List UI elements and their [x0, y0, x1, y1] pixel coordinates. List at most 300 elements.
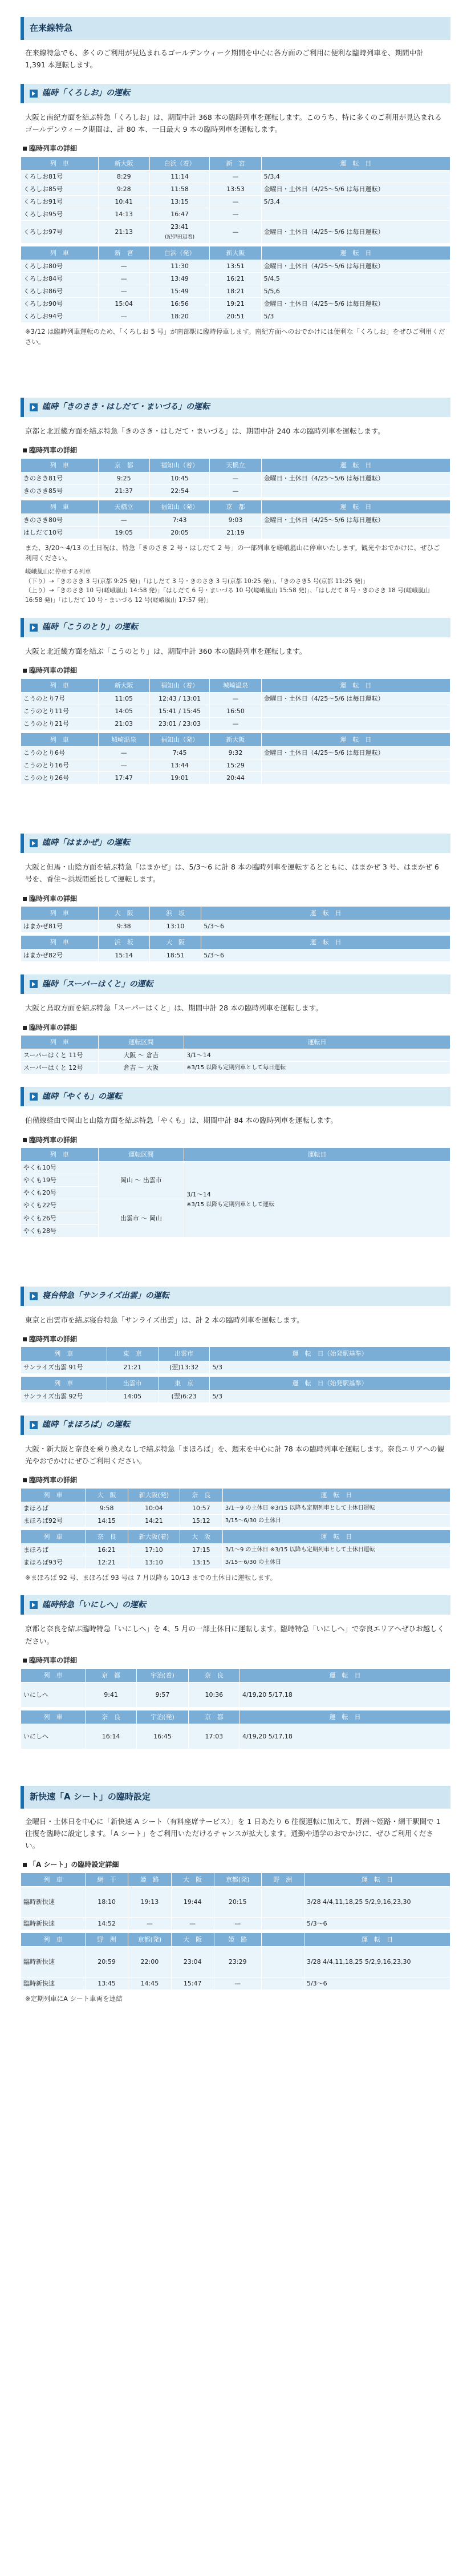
- table-cell: 23:29: [214, 1947, 261, 1978]
- table-cell: 18:21: [210, 285, 261, 297]
- table-header-cell: [261, 1933, 304, 1947]
- table-header-cell: 京都(発): [128, 1933, 171, 1947]
- table-cell: こうのとり26号: [21, 772, 99, 784]
- table-cell: —: [128, 1918, 171, 1930]
- table-cell: 11:58: [149, 183, 209, 195]
- table-header-cell: 京 都: [98, 458, 149, 472]
- table-cell: くろしお95号: [21, 208, 99, 220]
- arrow-icon: [30, 1601, 38, 1609]
- table-header-cell: 運 転 日: [240, 1710, 450, 1724]
- section-kuroshio: [21, 84, 450, 103]
- table-cell: 臨時新快速: [21, 1887, 86, 1918]
- subhead-label: 臨時列車の詳細: [29, 1656, 78, 1664]
- table-cell: 17:03: [188, 1724, 239, 1749]
- table-cell: まほろば92号: [21, 1514, 86, 1527]
- table-row: [21, 310, 450, 323]
- table-header-row: [21, 1036, 450, 1049]
- table-cell: 金曜日・土休日（4/25～5/6 は毎日運転）: [261, 692, 450, 705]
- table-header-cell: 列 車: [21, 1933, 86, 1947]
- table-cell: サンライズ出雲 92号: [21, 1390, 107, 1402]
- table-cell: 16:21: [85, 1543, 128, 1556]
- table-header-cell: 新大阪: [98, 678, 149, 692]
- table-cell: 16:21: [210, 272, 261, 285]
- subhead-label: 臨時列車の詳細: [29, 1023, 78, 1032]
- table-header-cell: 運 転 日: [261, 156, 450, 170]
- table-cell: 23:01 / 23:03: [149, 717, 209, 730]
- kuroshio-down-table: [21, 156, 450, 244]
- table-header-cell: 列 車: [21, 907, 99, 920]
- table-cell: [261, 705, 450, 717]
- yakumo-table: [21, 1147, 450, 1237]
- table-header-cell: 福知山（着）: [149, 458, 209, 472]
- table-cell: 金曜日・土休日（4/25～5/6 は毎日運転）: [261, 472, 450, 484]
- table-row: [21, 170, 450, 183]
- table-cell: —: [210, 472, 261, 484]
- table-cell: 9:38: [98, 920, 149, 933]
- table-cell: まほろば: [21, 1543, 86, 1556]
- bullet-square-icon: [23, 897, 27, 901]
- subhead: [23, 1334, 450, 1345]
- table-header-row: [21, 246, 450, 260]
- table-cell: 9:25: [98, 472, 149, 484]
- table-row: [21, 772, 450, 784]
- table-cell: 3/15～6/30 の土休日: [222, 1514, 450, 1527]
- table-cell: 5/3,4: [261, 195, 450, 208]
- table-cell: 13:51: [210, 260, 261, 272]
- kuroshio-up-table: [21, 246, 450, 323]
- table-cell: 14:21: [128, 1514, 180, 1527]
- table-cell: 17:47: [98, 772, 149, 784]
- table-cell: 9:41: [85, 1682, 136, 1707]
- table-row: [21, 1947, 450, 1978]
- table-row: [21, 747, 450, 759]
- table-cell: スーパーはくと 11号: [21, 1049, 99, 1062]
- arrow-icon: [30, 90, 38, 98]
- table-header-cell: 新大阪(着): [128, 1530, 180, 1543]
- table-header-cell: 運 転 日: [261, 733, 450, 747]
- table-header-cell: 大 阪: [171, 1873, 214, 1886]
- table-cell: スーパーはくと 12号: [21, 1062, 99, 1074]
- table-row: [21, 1918, 450, 1930]
- table-cell: 岡山 ～ 出雲市: [98, 1162, 184, 1199]
- table-header-row: [21, 1933, 450, 1947]
- table-cell: 9:28: [98, 183, 149, 195]
- subhead: [23, 1475, 450, 1486]
- table-cell: やくも28号: [21, 1224, 99, 1237]
- table-cell: 倉吉 ～ 大阪: [98, 1062, 184, 1074]
- table-cell: 7:43: [149, 513, 209, 526]
- table-cell: 金曜日・土休日（4/25～5/6 は毎日運転）: [261, 183, 450, 195]
- table-row: [21, 1049, 450, 1062]
- table-cell: 金曜日・土休日（4/25～5/6 は毎日運転）: [261, 513, 450, 526]
- table-header-cell: 運転日: [184, 1148, 450, 1162]
- section-note: ※3/12 は臨時列車運転のため、「くろしお 5 号」が南部駅に臨時停車します。南紀方面へのおでかけには便利な「くろしお」をぜひご利用ください。: [25, 327, 445, 346]
- table-header-cell: 姫 路: [128, 1873, 171, 1886]
- section-desc: 大阪と北近畿方面を結ぶ「こうのとり」は、期間中計 360 本の臨時列車を運転します。: [25, 646, 307, 656]
- table-cell: —: [98, 747, 149, 759]
- table-cell: —: [171, 1918, 214, 1930]
- table-header-cell: 奈 良: [188, 1668, 239, 1682]
- table-cell: きのさき81号: [21, 472, 99, 484]
- table-header-cell: 大 阪: [171, 1933, 214, 1947]
- table-header-cell: 京 都: [188, 1710, 239, 1724]
- table-cell: 13:45: [85, 1978, 128, 1990]
- table-cell: 臨時新快速: [21, 1978, 86, 1990]
- section-desc: 金曜日・土休日を中心に「新快速 A シート（有料座席サービス）」を 1 日あたり 6 往復運転に加えて、野洲～姫路・網干駅間で 1 往復を臨時に設定します。「A シート」をご利用いただけるチャンスが拡大します。通勤や通学のおでかけに、ぜひご利用ください。: [25, 1817, 441, 1850]
- table-cell: —: [98, 759, 149, 772]
- table-cell: くろしお86号: [21, 285, 99, 297]
- table-cell: 20:15: [214, 1887, 261, 1918]
- bullet-square-icon: [23, 669, 27, 673]
- table-header-cell: 運転区間: [98, 1036, 184, 1049]
- table-cell: 3/1～9 の土休日 ※3/15 以降も定期列車として土休日運転: [222, 1502, 450, 1514]
- table-cell: 17:10: [128, 1543, 180, 1556]
- table-cell: 22:54: [149, 484, 209, 497]
- konotori-up-table: [21, 733, 450, 784]
- main-title-band: [21, 17, 450, 40]
- table-cell: 10:57: [180, 1502, 222, 1514]
- table-row: [21, 513, 450, 526]
- subhead: [23, 445, 450, 456]
- table-cell: —: [98, 310, 149, 323]
- table-header-cell: 奈 良: [85, 1530, 128, 1543]
- section-konotori: [21, 618, 450, 637]
- table-cell: くろしお85号: [21, 183, 99, 195]
- table-cell: 16:45: [137, 1724, 188, 1749]
- table-cell: 5/3～6: [201, 920, 450, 933]
- table-header-cell: 列 車: [21, 1148, 99, 1162]
- table-row: [21, 1062, 450, 1074]
- table-cell: 13:15: [180, 1556, 222, 1568]
- table-cell: 19:21: [210, 298, 261, 310]
- table-row: [21, 195, 450, 208]
- hamakaze-down-table: [21, 906, 450, 933]
- table-cell: 3/15～6/30 の土休日: [222, 1556, 450, 1568]
- table-cell: [261, 1947, 304, 1978]
- table-cell: 10:45: [149, 472, 209, 484]
- table-cell: 10:41: [98, 195, 149, 208]
- section-title: 臨時「はまかぜ」の運転: [42, 838, 130, 848]
- table-header-cell: 列 車: [21, 936, 99, 949]
- aseat-up-table: [21, 1932, 450, 1990]
- table-cell: 5/3～6: [201, 949, 450, 962]
- table-row: [21, 705, 450, 717]
- table-header-cell: 運 転 日（始発駅基準）: [210, 1376, 450, 1390]
- bullet-square-icon: [23, 1863, 27, 1867]
- table-header-row: [21, 500, 450, 513]
- table-row: [21, 1724, 450, 1749]
- table-cell: (翌)13:32: [158, 1361, 209, 1373]
- table-cell: [261, 484, 450, 497]
- table-cell: 21:37: [98, 484, 149, 497]
- subhead-label: 臨時列車の詳細: [29, 1135, 78, 1144]
- table-header-row: [21, 1347, 450, 1361]
- table-cell: 臨時新快速: [21, 1947, 86, 1978]
- table-cell: 15:12: [180, 1514, 222, 1527]
- table-cell: 金曜日・土休日（4/25～5/6 は毎日運転）: [261, 747, 450, 759]
- table-row: [21, 949, 450, 962]
- main-title: 在来線特急: [30, 23, 73, 34]
- table-cell: きのさき80号: [21, 513, 99, 526]
- table-header-cell: 出雲市: [158, 1347, 209, 1361]
- table-header-cell: 東 京: [107, 1347, 158, 1361]
- subhead: [23, 143, 450, 154]
- table-header-cell: 野 洲: [85, 1933, 128, 1947]
- table-cell: [261, 526, 450, 539]
- table-cell: こうのとり6号: [21, 747, 99, 759]
- table-header-cell: 運転区間: [98, 1148, 184, 1162]
- table-header-cell: 福知山（発）: [149, 733, 209, 747]
- table-cell: 5/3,4: [261, 170, 450, 183]
- hamakaze-up-table: [21, 935, 450, 962]
- table-header-cell: 運 転 日: [222, 1530, 450, 1543]
- table-header-cell: 出雲市: [107, 1376, 158, 1390]
- table-header-cell: 奈 良: [85, 1710, 136, 1724]
- table-header-cell: 宇治(着): [137, 1668, 188, 1682]
- table-row: [21, 1361, 450, 1373]
- table-row: [21, 285, 450, 297]
- table-cell: 9:32: [210, 747, 261, 759]
- table-cell: [261, 717, 450, 730]
- table-header-cell: 大 阪: [180, 1530, 222, 1543]
- table-row: [21, 920, 450, 933]
- table-header-cell: 天橋立: [210, 458, 261, 472]
- table-cell: こうのとり11号: [21, 705, 99, 717]
- table-cell: まほろば93号: [21, 1556, 86, 1568]
- table-header-cell: 運 転 日: [261, 458, 450, 472]
- table-cell: 15:49: [149, 285, 209, 297]
- table-cell: 14:45: [128, 1978, 171, 1990]
- table-cell: 15:04: [98, 298, 149, 310]
- table-header-cell: 浜 坂: [149, 907, 201, 920]
- table-cell: —: [210, 717, 261, 730]
- table-cell: はしだて10号: [21, 526, 99, 539]
- table-header-row: [21, 1710, 450, 1724]
- table-cell: 5/3: [210, 1361, 450, 1373]
- table-cell: はまかぜ81号: [21, 920, 99, 933]
- table-cell: 13:15: [149, 195, 209, 208]
- table-row: [21, 1390, 450, 1402]
- aseat-down-table: [21, 1873, 450, 1930]
- table-header-cell: 運 転 日: [201, 936, 450, 949]
- section-title: 新快速「A シート」の臨時設定: [30, 1791, 151, 1802]
- table-cell: 20:59: [85, 1947, 128, 1978]
- table-header-cell: 列 車: [21, 733, 99, 747]
- table-cell: 臨時新快速: [21, 1918, 86, 1930]
- table-cell: こうのとり7号: [21, 692, 99, 705]
- table-cell: 14:13: [98, 208, 149, 220]
- table-row: [21, 472, 450, 484]
- arrow-icon: [30, 1421, 38, 1429]
- table-cell: —: [98, 513, 149, 526]
- table-cell: 16:50: [210, 705, 261, 717]
- table-cell: ※3/15 以降も定期列車として毎日運転: [184, 1062, 450, 1074]
- table-cell: やくも19号: [21, 1174, 99, 1187]
- subhead: [23, 1655, 450, 1666]
- table-cell: 4/19,20 5/17,18: [240, 1682, 450, 1707]
- table-cell: 22:00: [128, 1947, 171, 1978]
- bullet-square-icon: [23, 1659, 27, 1663]
- section-title: 臨時「やくも」の運転: [42, 1091, 122, 1101]
- table-cell: くろしお90号: [21, 298, 99, 310]
- table-header-row: [21, 936, 450, 949]
- table-cell: —: [98, 285, 149, 297]
- table-cell: やくも20号: [21, 1187, 99, 1199]
- table-cell: 21:03: [98, 717, 149, 730]
- subhead: [23, 893, 450, 904]
- table-cell: 10:36: [188, 1682, 239, 1707]
- subhead-label: 臨時列車の詳細: [29, 1334, 78, 1343]
- table-row: [21, 220, 450, 243]
- table-header-row: [21, 733, 450, 747]
- table-header-cell: 運 転 日: [261, 246, 450, 260]
- table-cell: きのさき85号: [21, 484, 99, 497]
- mahoroba-up-table: [21, 1530, 450, 1569]
- table-header-row: [21, 1873, 450, 1886]
- section-title: 臨時「くろしお」の運転: [42, 88, 130, 98]
- table-row: [21, 692, 450, 705]
- table-header-cell: 野 洲: [261, 1873, 304, 1886]
- table-cell: 15:14: [98, 949, 149, 962]
- table-cell: 21:21: [107, 1361, 158, 1373]
- table-row: [21, 1502, 450, 1514]
- table-header-row: [21, 907, 450, 920]
- table-cell: 21:13: [98, 220, 149, 243]
- intro-text: 在来線特急でも、多くのご利用が見込まれるゴールデンウィーク期間を中心に各方面のご利用に便利な臨時列車を、期間中計 1,391 本運転します。: [25, 48, 424, 70]
- table-cell: —: [210, 220, 261, 243]
- table-row: [21, 1162, 450, 1174]
- table-cell: 5/4,5: [261, 272, 450, 285]
- section-superhakuto: [21, 974, 450, 994]
- table-cell: 23:04: [171, 1947, 214, 1978]
- table-cell: —: [210, 484, 261, 497]
- table-header-row: [21, 1376, 450, 1390]
- subhead-label: 臨時列車の詳細: [29, 666, 78, 675]
- subhead: [23, 1859, 450, 1870]
- arrow-icon: [30, 403, 38, 411]
- table-cell: 5/5,6: [261, 285, 450, 297]
- arrow-icon: [30, 1292, 38, 1300]
- table-cell: 7:45: [149, 747, 209, 759]
- section-ishinohe: [21, 1595, 450, 1615]
- table-header-cell: 新大阪: [210, 733, 261, 747]
- table-cell: 14:05: [107, 1390, 158, 1402]
- sunrise-down-table: [21, 1346, 450, 1373]
- arrow-icon: [30, 839, 38, 847]
- table-header-cell: 列 車: [21, 1376, 107, 1390]
- section-note: また、3/20～4/13 の土日祝は、特急「きのさき 2 号・はしだて 2 号」の一部列車を嵯峨嵐山に停車いたします。観光やおでかけに、ぜひご利用ください。: [25, 544, 440, 563]
- table-cell: サンライズ出雲 91号: [21, 1361, 107, 1373]
- ishinohe-down-table: [21, 1668, 450, 1708]
- table-header-cell: 大 阪: [98, 907, 149, 920]
- table-row: [21, 298, 450, 310]
- arrow-icon: [30, 980, 38, 988]
- table-cell: 3/1～14 ※3/15 以降も定期列車として運転: [184, 1162, 450, 1237]
- table-cell: 3/28 4/4,11,18,25 5/2,9,16,23,30: [304, 1947, 450, 1978]
- table-header-cell: 京 都: [85, 1668, 136, 1682]
- table-header-cell: 列 車: [21, 246, 99, 260]
- table-header-row: [21, 678, 450, 692]
- table-cell: 14:15: [85, 1514, 128, 1527]
- table-cell: —: [214, 1978, 261, 1990]
- table-row: [21, 183, 450, 195]
- section-title: 臨時「スーパーはくと」の運転: [42, 979, 153, 989]
- table-header-cell: 浜 坂: [98, 936, 149, 949]
- table-cell: 金曜日・土休日（4/25～5/6 は毎日運転）: [261, 298, 450, 310]
- section-title: 臨時特急「いにしへ」の運転: [42, 1600, 146, 1610]
- table-header-cell: 列 車: [21, 1668, 86, 1682]
- table-cell: 19:13: [128, 1887, 171, 1918]
- table-header-cell: 新大阪: [210, 246, 261, 260]
- table-cell: [261, 772, 450, 784]
- table-cell: 18:20: [149, 310, 209, 323]
- section-hamakaze: [21, 834, 450, 853]
- section-desc: 京都と北近畿方面を結ぶ特急「きのさき・はしだて・まいづる」は、期間中計 240 本の臨時列車を運転します。: [25, 426, 385, 435]
- table-cell: —: [98, 272, 149, 285]
- table-cell: 14:05: [98, 705, 149, 717]
- table-cell: —: [210, 692, 261, 705]
- section-title: 臨時「こうのとり」の運転: [42, 622, 138, 632]
- table-cell: 10:04: [128, 1502, 180, 1514]
- table-cell: 20:51: [210, 310, 261, 323]
- section-desc: 大阪・新大阪と奈良を乗り換えなしで結ぶ特急「まほろば」を、週末を中心に計 78 本の臨時列車を運転します。奈良エリアへの観光やおでかけにぜひご利用ください。: [25, 1444, 445, 1465]
- section-desc: 伯備線経由で岡山と山陰方面を結ぶ特急「やくも」は、期間中計 84 本の臨時列車を運転します。: [25, 1116, 338, 1125]
- table-cell: 3/1～14: [184, 1049, 450, 1062]
- table-cell: くろしお91号: [21, 195, 99, 208]
- table-header-cell: 運 転 日: [304, 1933, 450, 1947]
- section-title: 臨時「きのさき・はしだて・まいづる」の運転: [42, 402, 210, 412]
- sunrise-up-table: [21, 1376, 450, 1403]
- table-cell: 18:10: [85, 1887, 128, 1918]
- table-header-row: [21, 156, 450, 170]
- table-header-cell: 宇治(発): [137, 1710, 188, 1724]
- table-header-cell: 網 干: [85, 1873, 128, 1886]
- table-cell: くろしお80号: [21, 260, 99, 272]
- table-header-row: [21, 458, 450, 472]
- table-cell: 3/1～9 の土休日 ※3/15 以降も定期列車として土休日運転: [222, 1543, 450, 1556]
- table-header-cell: 城崎温泉: [210, 678, 261, 692]
- subhead: [23, 1135, 450, 1146]
- table-cell: 12:21: [85, 1556, 128, 1568]
- table-header-cell: 白浜（発）: [149, 246, 209, 260]
- table-cell: 大阪 ～ 倉吉: [98, 1049, 184, 1062]
- table-cell: まほろば: [21, 1502, 86, 1514]
- table-cell: 19:01: [149, 772, 209, 784]
- section-yakumo: [21, 1087, 450, 1106]
- subhead-label: 臨時列車の詳細: [29, 1476, 78, 1485]
- table-cell: くろしお81号: [21, 170, 99, 183]
- section-note: ※まほろば 92 号、まほろば 93 号は 7 月以降も 10/13 までの土休日に運転します。: [25, 1574, 277, 1582]
- table-cell: 5/3～6: [304, 1978, 450, 1990]
- table-header-cell: 運 転 日: [222, 1488, 450, 1502]
- table-cell: —: [210, 170, 261, 183]
- table-cell: 15:29: [210, 759, 261, 772]
- table-header-row: [21, 1530, 450, 1543]
- subhead-label: 臨時列車の詳細: [29, 446, 78, 455]
- table-header-cell: 列 車: [21, 1873, 86, 1886]
- table-row: [21, 1682, 450, 1707]
- table-header-cell: 運 転 日: [304, 1873, 450, 1886]
- table-header-row: [21, 1488, 450, 1502]
- table-cell: くろしお94号: [21, 310, 99, 323]
- table-cell: 19:05: [98, 526, 149, 539]
- superhakuto-table: [21, 1035, 450, 1074]
- table-header-cell: 姫 路: [214, 1933, 261, 1947]
- table-header-cell: 新 宮: [210, 156, 261, 170]
- table-row: [21, 759, 450, 772]
- table-row: [21, 526, 450, 539]
- subhead: [23, 1022, 450, 1033]
